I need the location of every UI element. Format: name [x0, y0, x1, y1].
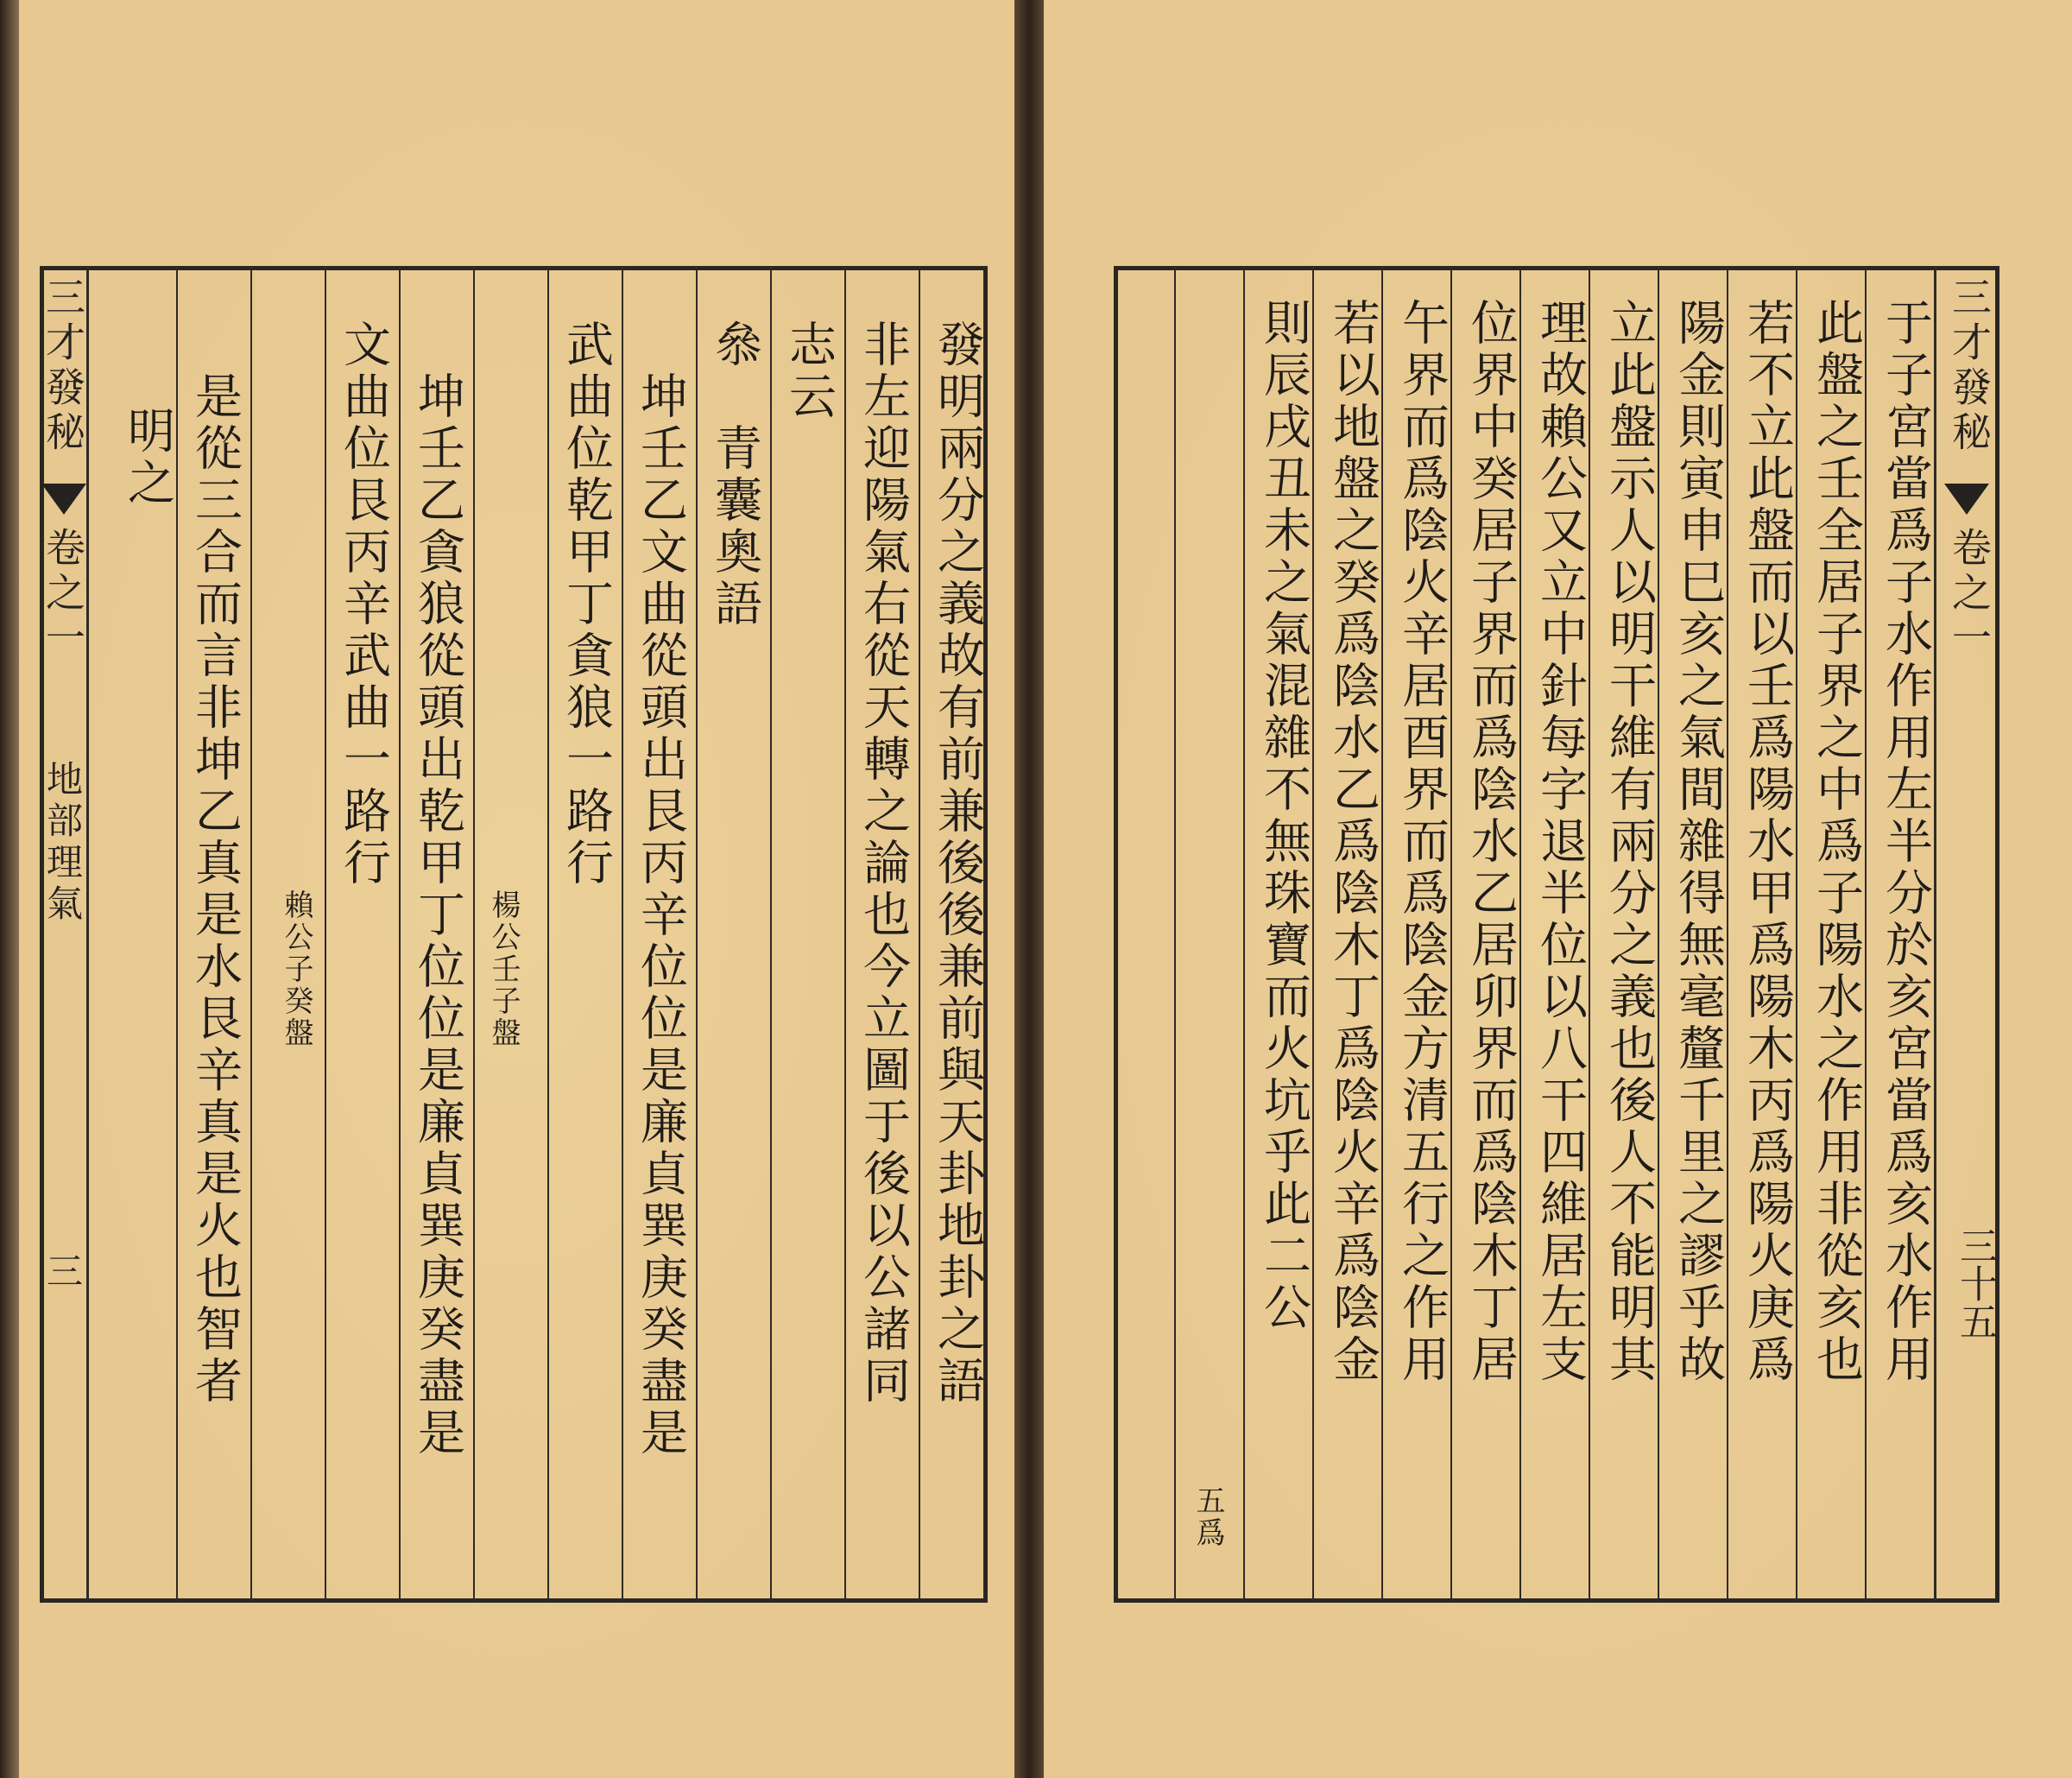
column-rule: [1589, 266, 1590, 1603]
fish-tail-mark: [1944, 484, 1989, 515]
page-number: 三十五: [1953, 1226, 1997, 1340]
text-column-2: 非左迎陽氣右從天轉之論也今立圖于後以公諸同: [856, 320, 911, 1408]
book-edge: [0, 0, 19, 1778]
text-column-9: 是從三合而言非坤乙真是水艮辛真是火也智者: [187, 371, 243, 1408]
text-column-3: 志云: [781, 320, 837, 423]
margin-volume: 卷之一: [1946, 527, 1993, 661]
text-column-4: 陽金則寅申巳亥之氣間雜得無毫釐千里之謬乎故: [1671, 298, 1726, 1386]
column-rule: [176, 266, 178, 1603]
text-column-3: 若不立此盤而以壬爲陽水甲爲陽木丙爲陽火庚爲: [1740, 298, 1795, 1386]
text-column-7: 坤壬乙貪狼從頭出乾甲丁位位是廉貞巽庚癸盡是: [410, 371, 465, 1459]
text-column-6: 武曲位乾甲丁貪狼一路行: [559, 320, 614, 889]
text-column-5: 坤壬乙文曲從頭出艮丙辛位位是廉貞巽庚癸盡是: [633, 371, 688, 1459]
annotation-yang: 楊公壬子盤: [486, 889, 521, 1049]
section-heading: 叅 青囊奧語: [707, 320, 762, 630]
column-rule: [844, 266, 846, 1603]
column-rule: [1450, 266, 1452, 1603]
text-column-8: 文曲位艮丙辛武曲一路行: [336, 320, 391, 889]
text-column-8: 午界而爲陰火辛居酉界而爲陰金方清五行之作用: [1394, 298, 1450, 1386]
column-rule: [1243, 266, 1245, 1603]
column-rule: [1381, 266, 1383, 1603]
margin-title: 三才發秘: [40, 276, 86, 456]
column-rule: [1727, 266, 1728, 1603]
column-rule: [250, 266, 252, 1603]
annotation-lai: 賴公子癸盤: [279, 889, 313, 1049]
margin-section: 地部理氣: [41, 760, 84, 926]
margin-title: 三才發秘: [1946, 276, 1993, 456]
column-rule: [547, 266, 549, 1603]
text-column-6: 理故賴公又立中針每字退半位以八干四維居左支: [1532, 298, 1588, 1386]
text-column-9: 若以地盤之癸爲陰水乙爲陰木丁爲陰火辛爲陰金: [1325, 298, 1380, 1386]
margin-rule: [1934, 266, 1936, 1603]
margin-mark: 三: [41, 1252, 84, 1294]
annotation-tail: 五爲: [1191, 1485, 1225, 1549]
text-column-1: 發明兩分之義故有前兼後後兼前與天卦地卦之語: [930, 320, 985, 1408]
column-rule: [1519, 266, 1521, 1603]
text-column-2: 此盤之壬全居子界之中爲子陽水之作用非從亥也: [1809, 298, 1864, 1386]
column-rule: [473, 266, 475, 1603]
column-rule: [1658, 266, 1659, 1603]
book-gutter: [1014, 0, 1044, 1778]
column-rule: [399, 266, 401, 1603]
text-column-5: 立此盤示人以明干維有兩分之義也後人不能明其: [1601, 298, 1657, 1386]
column-rule: [1796, 266, 1797, 1603]
column-rule: [696, 266, 698, 1603]
margin-rule: [86, 266, 89, 1603]
text-column-10: 明之: [120, 406, 175, 509]
column-rule: [1174, 266, 1176, 1603]
column-rule: [919, 266, 920, 1603]
column-rule: [1312, 266, 1314, 1603]
text-column-7: 位界中癸居子界而爲陰水乙居卯界而爲陰木丁居: [1463, 298, 1519, 1386]
column-rule: [325, 266, 326, 1603]
text-column-1: 于子宮當爲子水作用左半分於亥宮當爲亥水作用: [1878, 298, 1933, 1386]
column-rule: [1865, 266, 1867, 1603]
column-rule: [770, 266, 772, 1603]
margin-volume: 卷之一: [40, 527, 86, 661]
fish-tail-mark: [41, 484, 86, 515]
column-rule: [622, 266, 623, 1603]
text-column-10: 則辰戌丑未之氣混雜不無珠寶而火坑乎此二公: [1256, 298, 1311, 1334]
